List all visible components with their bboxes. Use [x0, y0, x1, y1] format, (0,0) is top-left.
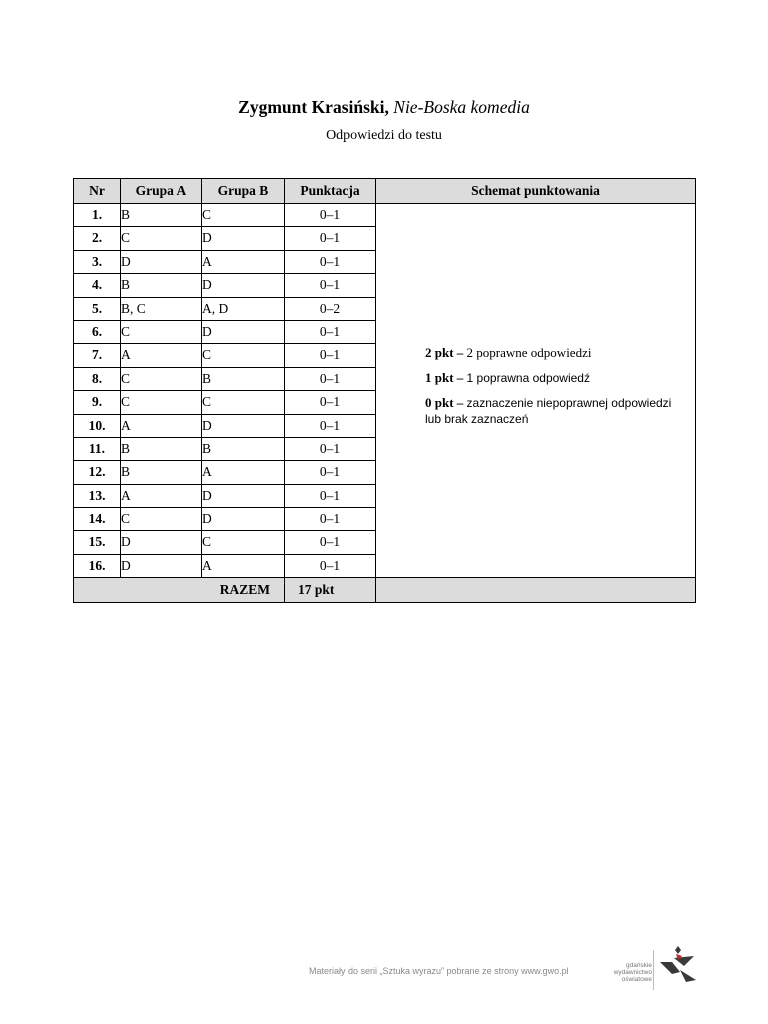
table-header-row [74, 179, 696, 204]
points-range: 0–1 [285, 484, 376, 507]
scheme-item [425, 395, 685, 427]
footer-source-text: Materiały do serii „Sztuka wyrazu” pobrane ze strony www.gwo.pl [309, 966, 569, 976]
group-b-answer: A [202, 554, 285, 577]
total-empty-cell [376, 578, 696, 603]
scheme-description: zaznaczenie niepoprawnej odpowiedzi lub brak zaznaczeń [425, 396, 672, 427]
group-b-answer: D [202, 414, 285, 437]
points-range: 0–1 [285, 367, 376, 390]
row-number: 16. [74, 554, 121, 577]
group-a-answer: B, C [121, 297, 202, 320]
scheme-points-label: 2 pkt – [425, 345, 464, 361]
answer-key-table [73, 178, 696, 603]
group-b-answer: D [202, 274, 285, 297]
scheme-item [425, 370, 685, 386]
row-number: 8. [74, 367, 121, 390]
group-b-answer: A [202, 461, 285, 484]
scheme-description: 1 poprawna odpowiedź [466, 371, 590, 386]
points-range: 0–1 [285, 437, 376, 460]
group-a-answer: C [121, 227, 202, 250]
group-b-answer: B [202, 437, 285, 460]
total-label: RAZEM [74, 578, 285, 603]
group-a-answer: D [121, 250, 202, 273]
scheme-description: 2 poprawne odpowiedzi [466, 345, 592, 361]
row-number: 1. [74, 204, 121, 227]
group-a-answer: A [121, 414, 202, 437]
group-a-answer: B [121, 274, 202, 297]
group-b-answer: B [202, 367, 285, 390]
group-b-answer: D [202, 227, 285, 250]
row-number: 14. [74, 508, 121, 531]
row-number: 10. [74, 414, 121, 437]
row-number: 13. [74, 484, 121, 507]
points-range: 0–1 [285, 508, 376, 531]
points-range: 0–2 [285, 297, 376, 320]
group-a-answer: D [121, 531, 202, 554]
header-nr: Nr [74, 179, 121, 204]
logo-divider [653, 950, 654, 990]
group-a-answer: A [121, 484, 202, 507]
scheme-points-label: 0 pkt – [425, 395, 464, 411]
row-number: 15. [74, 531, 121, 554]
group-b-answer: A [202, 250, 285, 273]
points-range: 0–1 [285, 250, 376, 273]
header-group-b: Grupa B [202, 179, 285, 204]
group-a-answer: C [121, 367, 202, 390]
scheme-item [425, 345, 685, 361]
group-a-answer: C [121, 508, 202, 531]
points-range: 0–1 [285, 227, 376, 250]
row-number: 9. [74, 391, 121, 414]
row-number: 6. [74, 320, 121, 343]
row-number: 12. [74, 461, 121, 484]
group-b-answer: C [202, 204, 285, 227]
group-b-answer: D [202, 320, 285, 343]
gwo-logo-icon [656, 944, 700, 984]
total-value: 17 pkt [285, 578, 376, 603]
row-number: 4. [74, 274, 121, 297]
group-a-answer: A [121, 344, 202, 367]
table-row [74, 204, 696, 227]
group-b-answer: C [202, 531, 285, 554]
scoring-scheme [376, 204, 696, 578]
group-a-answer: B [121, 204, 202, 227]
points-range: 0–1 [285, 531, 376, 554]
points-range: 0–1 [285, 274, 376, 297]
row-number: 2. [74, 227, 121, 250]
points-range: 0–1 [285, 391, 376, 414]
scheme-points-label: 1 pkt – [425, 370, 464, 386]
points-range: 0–1 [285, 461, 376, 484]
points-range: 0–1 [285, 320, 376, 343]
points-range: 0–1 [285, 344, 376, 367]
group-a-answer: B [121, 461, 202, 484]
row-number: 11. [74, 437, 121, 460]
group-b-answer: C [202, 344, 285, 367]
group-a-answer: B [121, 437, 202, 460]
work-title: Nie-Boska komedia [393, 97, 530, 117]
group-b-answer: C [202, 391, 285, 414]
publisher-logo-text: gdańskie wydawnictwo oświatowe [613, 962, 652, 983]
header-points: Punktacja [285, 179, 376, 204]
group-a-answer: D [121, 554, 202, 577]
row-number: 3. [74, 250, 121, 273]
points-range: 0–1 [285, 554, 376, 577]
group-b-answer: D [202, 508, 285, 531]
points-range: 0–1 [285, 414, 376, 437]
author-name: Zygmunt Krasiński, [238, 97, 389, 117]
group-a-answer: C [121, 320, 202, 343]
points-range: 0–1 [285, 204, 376, 227]
group-b-answer: A, D [202, 297, 285, 320]
publisher-logo [602, 944, 702, 988]
document-subtitle: Odpowiedzi do testu [326, 128, 442, 143]
header-group-a: Grupa A [121, 179, 202, 204]
table-body [74, 204, 696, 578]
document-title [0, 96, 768, 118]
header-scheme: Schemat punktowania [376, 179, 696, 204]
group-b-answer: D [202, 484, 285, 507]
total-row [74, 578, 696, 603]
group-a-answer: C [121, 391, 202, 414]
row-number: 7. [74, 344, 121, 367]
row-number: 5. [74, 297, 121, 320]
